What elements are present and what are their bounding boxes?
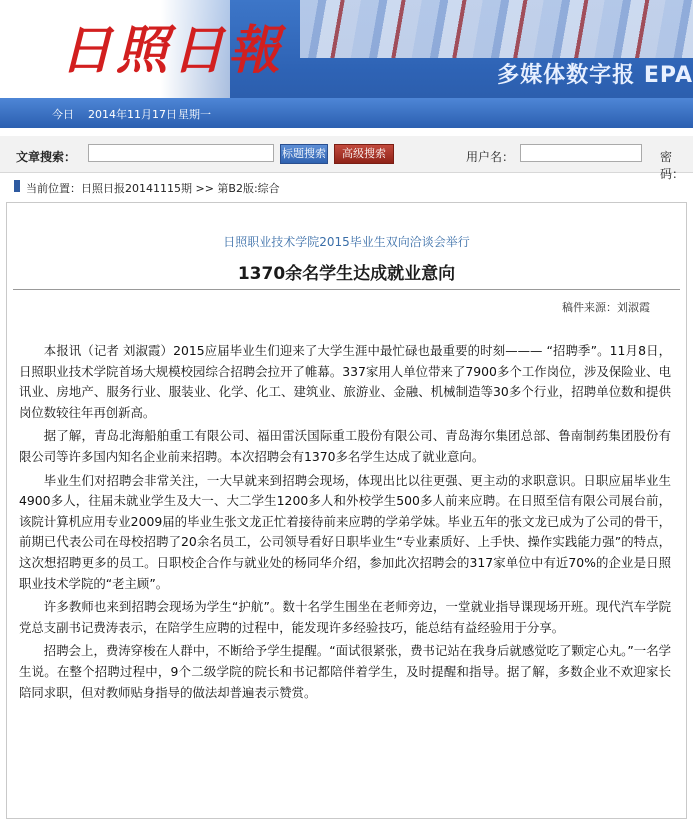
- password-label: 密码：: [660, 150, 685, 181]
- current-date: 2014年11月17日: [88, 108, 177, 121]
- search-bar: [0, 136, 693, 181]
- masthead-banner: [0, 0, 693, 128]
- current-weekday: 星期一: [178, 108, 211, 121]
- breadcrumb-marker-icon: [14, 180, 20, 192]
- article-body: [19, 341, 671, 706]
- newspaper-logo[interactable]: 日照日報: [60, 20, 285, 81]
- date-bar: [0, 98, 693, 128]
- headline-divider: [13, 289, 680, 290]
- advanced-search-button[interactable]: 高级搜索: [334, 144, 394, 164]
- newspaper-collage-image: [300, 0, 693, 58]
- article-headline: 1370余名学生达成就业意向: [237, 264, 456, 284]
- article-paragraph: 招聘会上，费涛穿梭在人群中，不断给予学生提醒。“面试很紧张，费书记站在我身后就感觉吃了颗定心丸。”一名学生说。在整个招聘过程中，9个二级学院的院长和书记都陪伴着学生，及时提醒和指导。据了解，多数企业不欢迎家长陪同求职，但对教师贴身指导的做法却普遍表示赞赏。: [19, 643, 671, 700]
- epaper-slogan: 多媒体数字报 EPA: [497, 63, 693, 88]
- breadcrumb-text[interactable]: 当前位置：日照日报20141115期 >> 第B2版:综合: [26, 182, 280, 195]
- article-search-input[interactable]: [88, 144, 274, 162]
- username-input[interactable]: [520, 144, 642, 162]
- article-subheadline: 日照职业技术学院2015毕业生双向洽谈会举行: [223, 235, 470, 249]
- article-paragraph: 本报讯（记者 刘淑霞）2015应届毕业生们迎来了大学生涯中最忙碌也最重要的时刻——— “招聘季”。11月8日，日照职业技术学院首场大规模校园综合招聘会拉开了帷幕。337家用人单位带来了7900多个工作岗位，涉及保险业、电讯业、房地产、服务行业、服装业、化学、化工、建筑业、旅游业、金融、机械制造等30多个行业，招聘单位数和提供岗位数较往年再创新高。: [19, 343, 671, 420]
- article-container: [6, 202, 687, 819]
- date-label: 今日: [52, 108, 74, 121]
- article-search-label: 文章搜索：: [16, 150, 77, 164]
- breadcrumb: [0, 178, 693, 196]
- article-source: 稿件来源：刘淑霞: [562, 301, 650, 314]
- article-paragraph: 毕业生们对招聘会非常关注，一大早就来到招聘会现场，体现出比以往更强、更主动的求职意识。日职应届毕业生4900多人，往届未就业学生及大一、大二学生1200多人和外校学生500多人前来应聘。在日照至信有限公司展台前，该院计算机应用专业2009届的毕业生张文龙正忙着接待前来应聘的学弟学妹。毕业五年的张文龙已成为了公司的骨干，前期已代表公司在母校招聘了20余名员工，公司领导看好日职毕业生“专业素质好、上手快、操作实践能力强”的特点，这次想招聘更多的员工。日职校企合作与就业处的杨同华介绍，参加此次招聘会的317家单位中有近70%的企业是日照职业技术学院的“老主顾”。: [19, 472, 671, 591]
- title-search-button[interactable]: 标题搜索: [280, 144, 328, 164]
- article-paragraph: 许多教师也来到招聘会现场为学生“护航”。数十名学生围坐在老师旁边，一堂就业指导课现场开班。现代汽车学院党总支副书记费涛表示，在陪学生应聘的过程中，能发现许多经验技巧，能总结有益经验用于分享。: [19, 599, 671, 635]
- article-paragraph: 据了解，青岛北海船舶重工有限公司、福田雷沃国际重工股份有限公司、青岛海尔集团总部、鲁南制药集团股份有限公司等许多国内知名企业前来招聘。本次招聘会有1370多名学生达成了就业意向。: [19, 428, 671, 464]
- username-label: 用户名：: [466, 150, 515, 164]
